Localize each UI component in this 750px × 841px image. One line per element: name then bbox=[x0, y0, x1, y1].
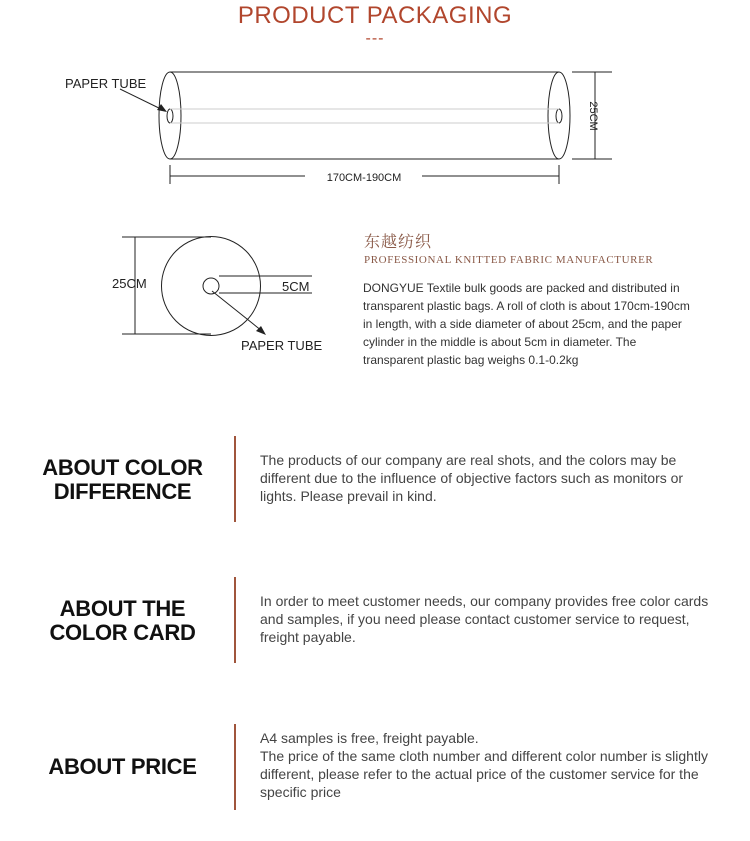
page-title: PRODUCT PACKAGING bbox=[237, 2, 513, 29]
text-line: The price of the same cloth number and different color number is slightly different, please refer to the actual price of the customer service for the specific price bbox=[260, 748, 708, 800]
section-heading bbox=[20, 755, 225, 779]
length-label: 170CM-190CM bbox=[326, 172, 402, 184]
diameter-label-side: 25CM bbox=[587, 101, 599, 131]
paper-tube-label-side: PAPER TUBE bbox=[65, 76, 147, 91]
end-pointer-line bbox=[212, 291, 262, 331]
section-text: The products of our company are real shots, and the colors may be different due to the influence of objective factors such as monitors or lights. Please prevail in kind. bbox=[260, 452, 684, 504]
title-decoration: --- bbox=[365, 30, 385, 47]
brand-name-cn: 东越纺织 bbox=[364, 234, 433, 251]
heading-line: COLOR CARD bbox=[49, 620, 196, 645]
section-heading bbox=[20, 456, 225, 504]
roll-left-end bbox=[159, 72, 181, 159]
section-text bbox=[260, 729, 710, 801]
heading-line: DIFFERENCE bbox=[53, 479, 192, 504]
core-circle bbox=[203, 278, 219, 294]
end-diameter-label: 25CM bbox=[112, 276, 147, 291]
section-heading bbox=[20, 597, 225, 645]
section-divider bbox=[234, 724, 236, 810]
brand-name-en: PROFESSIONAL KNITTED FABRIC MANUFACTURER bbox=[364, 254, 654, 266]
paper-tube-label-end: PAPER TUBE bbox=[241, 338, 323, 353]
roll-end-circle bbox=[162, 237, 261, 336]
section-price bbox=[0, 724, 750, 810]
heading-line: ABOUT THE bbox=[59, 596, 186, 621]
section-text: In order to meet customer needs, our company provides free color cards and samples, if you need please contact customer service to request, freight payable. bbox=[260, 593, 709, 645]
roll-right-end bbox=[548, 72, 570, 159]
packaging-description: DONGYUE Textile bulk goods are packed and distributed in transparent plastic bags. A roll of cloth is about 170cm-190cm in length, with a side diameter of about 25cm, and the paper cylinder in the middle is about 5cm in diameter. The transparent plastic bag weighs 0.1-0.2kg bbox=[363, 281, 690, 367]
roll-end-diagram bbox=[0, 225, 340, 365]
section-color-card bbox=[0, 577, 750, 663]
heading-line: ABOUT COLOR bbox=[42, 455, 203, 480]
section-color-difference bbox=[0, 436, 750, 522]
core-label: 5CM bbox=[282, 279, 310, 294]
pointer-arrow-line bbox=[120, 89, 165, 111]
text-line: A4 samples is free, freight payable. bbox=[260, 730, 479, 746]
section-divider bbox=[234, 577, 236, 663]
section-divider bbox=[234, 436, 236, 522]
roll-body-outline bbox=[170, 72, 559, 159]
core-lines bbox=[170, 109, 559, 123]
heading-line: ABOUT PRICE bbox=[48, 754, 197, 779]
